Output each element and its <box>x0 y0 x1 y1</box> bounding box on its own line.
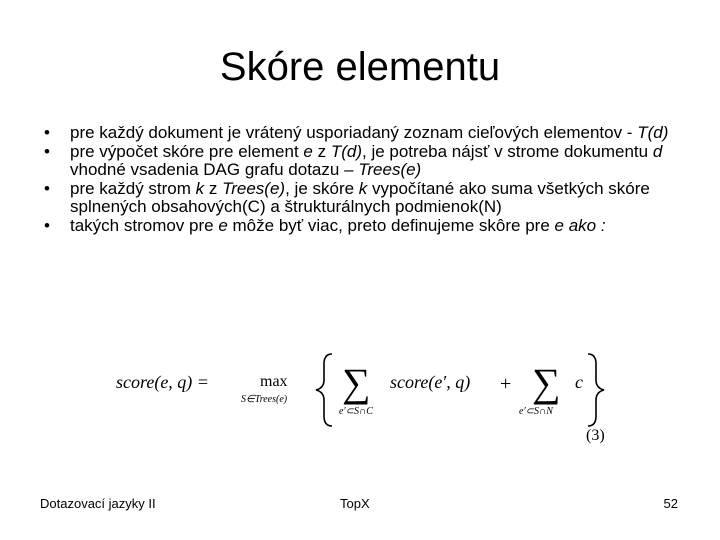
bullet-text: z <box>312 141 331 161</box>
bullet-text-italic: Trees(e) <box>358 160 422 179</box>
footer-topic: TopX <box>340 496 370 511</box>
sum-subscript-2: e′⊂S∩N <box>519 406 553 417</box>
bullet-list <box>40 124 680 235</box>
formula-lhs: score(e, q) = <box>116 372 209 392</box>
bullet-text-italic: k <box>195 178 205 198</box>
bullet-marker: • <box>44 123 50 142</box>
bullet-text-italic: T(d) <box>330 141 362 161</box>
bullet-text: vhodné vsadenia DAG grafu dotazu – <box>70 141 668 179</box>
bullet-text: pre každý strom <box>70 178 196 198</box>
sum-term-2: c <box>575 372 583 392</box>
sum-symbol-1: ∑ <box>342 360 371 405</box>
bullet-text: , je skóre <box>285 178 359 198</box>
plus-sign: + <box>500 373 512 395</box>
sum-term-1: score(e′, q) <box>390 372 471 392</box>
score-formula <box>110 340 630 450</box>
sum-symbol-2: ∑ <box>532 360 561 405</box>
footer-course-name: Dotazovací jazyky II <box>40 496 156 511</box>
formula-max-subscript: S∈Trees(e) <box>241 394 288 405</box>
bullet-marker: • <box>44 215 50 235</box>
equation-number: (3) <box>586 427 605 444</box>
bullet-text-italic: e <box>218 215 228 235</box>
bullet-text-italic: Trees(e) <box>222 178 286 198</box>
bullet-text: pre výpočet skóre pre element <box>70 141 304 161</box>
bullet-item <box>40 217 680 236</box>
footer-page-number: 52 <box>663 496 678 511</box>
bullet-marker: • <box>44 178 50 198</box>
bullet-item <box>40 143 680 180</box>
bullet-text-italic: d <box>652 141 663 161</box>
bullet-text: z <box>204 178 223 198</box>
bullet-marker: • <box>44 141 50 161</box>
bullet-text-italic: e <box>303 141 313 161</box>
bullet-text-italic: T(d) <box>637 123 669 142</box>
bullet-text-italic: k <box>358 178 368 198</box>
bullet-item <box>40 180 680 217</box>
bullet-text: vypočítané ako suma všetkých skóre splnených obsahových(C) a štrukturálnych podmienok(N) <box>70 178 655 216</box>
bullet-text-italic: e <box>554 215 564 235</box>
bullet-item <box>40 124 680 143</box>
slide-title: Skóre elementu <box>219 45 501 89</box>
right-brace <box>588 354 604 426</box>
formula-svg <box>110 340 630 450</box>
bullet-text-italic: ako : <box>563 215 606 235</box>
formula-max: max <box>260 373 288 390</box>
bullet-text: môže byť viac, preto definujeme skôre pre <box>227 215 555 235</box>
bullet-text: takých stromov pre <box>70 215 219 235</box>
left-brace <box>316 354 332 426</box>
bullet-text: pre každý dokument je vrátený usporiadaný zoznam cieľových elementov - <box>70 123 638 142</box>
sum-subscript-1: e′⊂S∩C <box>339 406 373 417</box>
bullet-text: , je potreba nájsť v strome dokumentu <box>362 141 653 161</box>
